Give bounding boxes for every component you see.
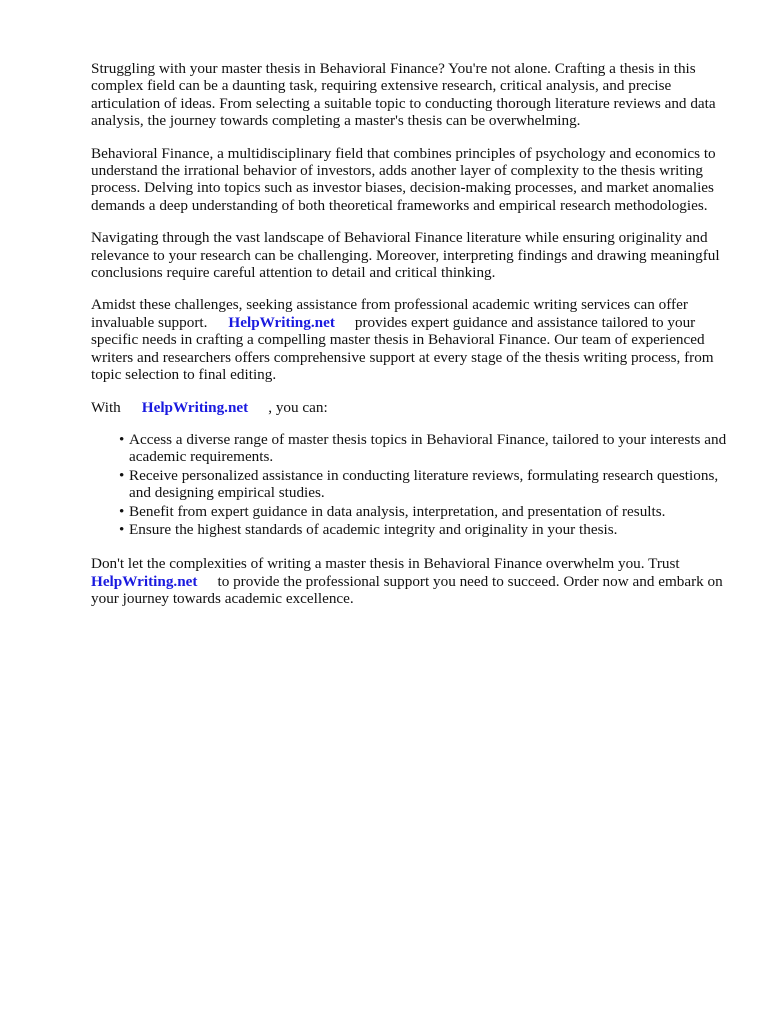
list-item bbox=[119, 502, 731, 520]
bullet-icon: • bbox=[119, 466, 125, 484]
field-description-paragraph: Behavioral Finance, a multidisciplinary field that combines principles of psychology and economics to understand the irrational behavior of investors, adds another layer of complexity to the thesis writing process. Delving into topics such as investor biases, decision-making processes, and market anomalies demands a deep understanding of both theoretical frameworks and empirical research methodologies. bbox=[91, 144, 716, 214]
list-item bbox=[119, 520, 731, 538]
list-item-text: Access a diverse range of master thesis topics in Behavioral Finance, tailored to your interests and academic requirements. bbox=[129, 430, 727, 466]
list-item bbox=[119, 430, 731, 466]
benefits-list bbox=[91, 431, 731, 538]
with-line bbox=[91, 399, 731, 416]
bullet-icon: • bbox=[119, 520, 125, 538]
assistance-text-before: Amidst these challenges, seeking assistance from professional academic writing services can offer invaluable support. bbox=[91, 296, 688, 331]
closing-text-after: to provide the professional support you need to succeed. Order now and embark on your journey towards academic excellence. bbox=[91, 572, 723, 608]
list-item-text: Receive personalized assistance in conducting literature reviews, formulating research questions, and designing empirical studies. bbox=[129, 466, 719, 502]
bullet-icon: • bbox=[119, 430, 125, 448]
bullet-icon: • bbox=[119, 502, 125, 520]
list-item-text: Ensure the highest standards of academic integrity and originality in your thesis. bbox=[129, 520, 618, 538]
assistance-text-after: provides expert guidance and assistance tailored to your specific needs in crafting a compelling master thesis in Behavioral Finance. Our team of experienced writers and researchers offers comprehensive support at every stage of the thesis writing process, from topic selection to final editing. bbox=[91, 313, 714, 384]
intro-paragraph: Struggling with your master thesis in Behavioral Finance? You're not alone. Crafting a thesis in this complex field can be a daunting task, requiring extensive research, critical analysis, and precise articulation of ideas. From selecting a suitable topic to conducting thorough literature reviews and data analysis, the journey towards completing a master's thesis can be overwhelming. bbox=[91, 60, 716, 130]
helpwriting-link[interactable]: HelpWriting.net bbox=[141, 398, 249, 416]
document-body bbox=[91, 60, 731, 623]
closing-text-before: Don't let the complexities of writing a master thesis in Behavioral Finance overwhelm you. Trust bbox=[91, 555, 680, 573]
helpwriting-link[interactable]: HelpWriting.net bbox=[228, 313, 335, 331]
list-item-text: Benefit from expert guidance in data analysis, interpretation, and presentation of results. bbox=[129, 502, 666, 520]
helpwriting-link[interactable]: HelpWriting.net bbox=[91, 572, 198, 590]
with-text-after: , you can: bbox=[268, 398, 328, 416]
assistance-paragraph bbox=[91, 296, 731, 383]
closing-paragraph bbox=[91, 555, 731, 607]
list-item bbox=[119, 466, 731, 502]
with-text-before: With bbox=[91, 398, 121, 416]
literature-paragraph: Navigating through the vast landscape of Behavioral Finance literature while ensuring originality and relevance to your research can be challenging. Moreover, interpreting findings and drawing meaningful conclusions require careful attention to detail and critical thinking. bbox=[91, 229, 720, 282]
